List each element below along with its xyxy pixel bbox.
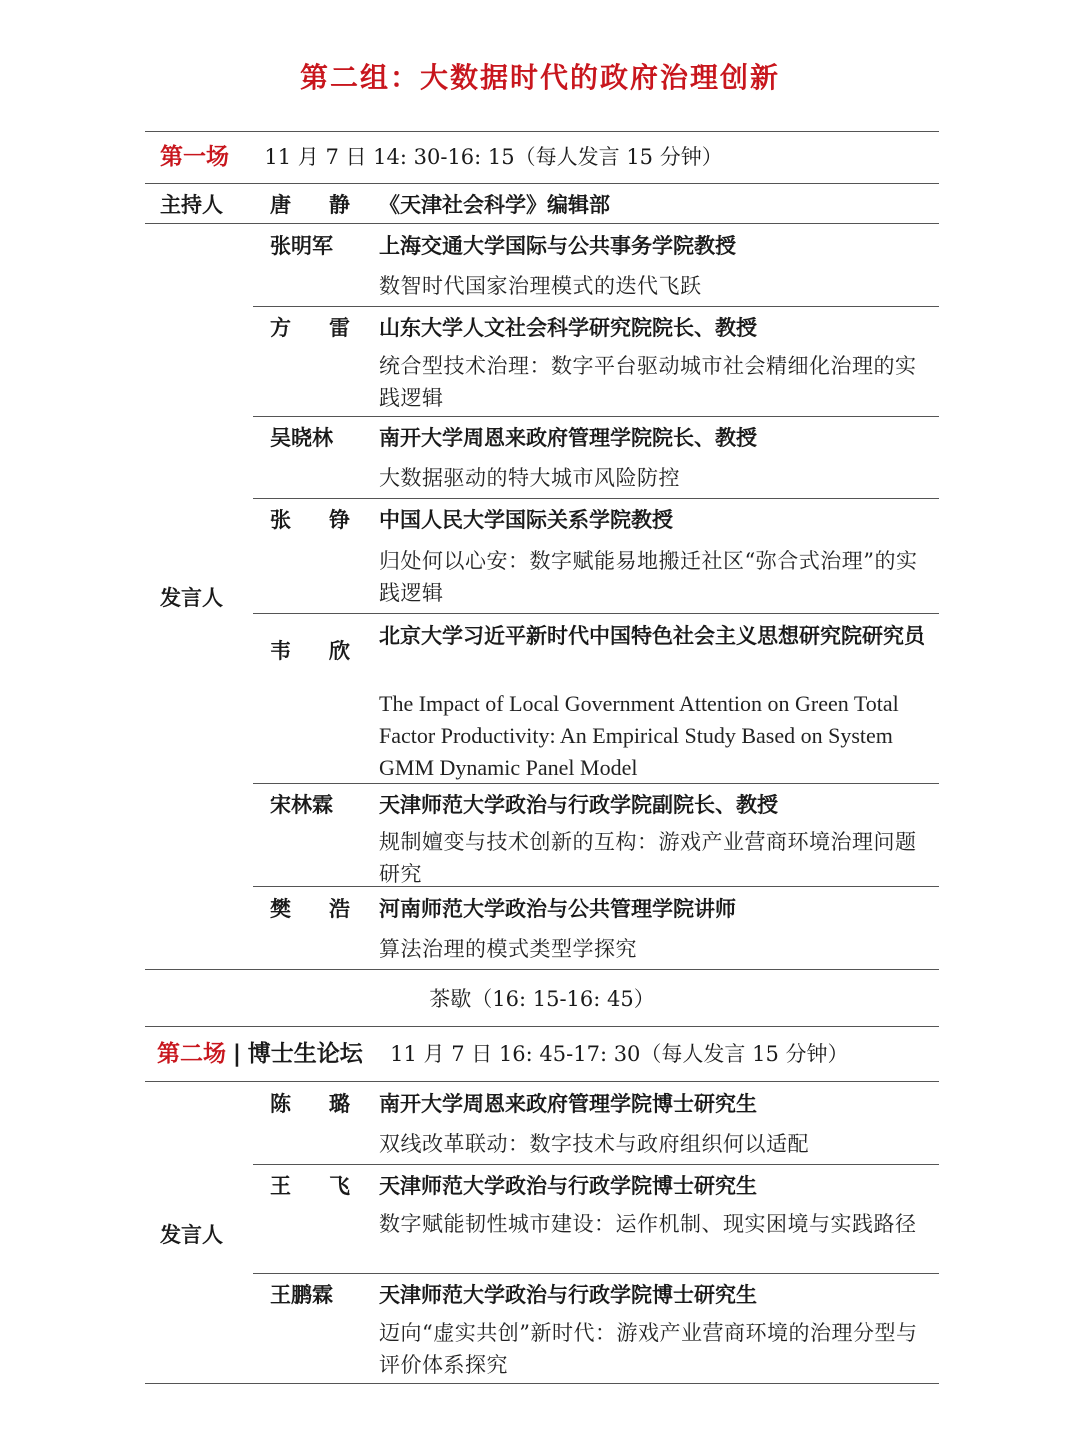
- divider: [253, 613, 939, 614]
- host-role-label: 主持人: [160, 192, 223, 217]
- speaker-affiliation: 南开大学周恩来政府管理学院院长、教授: [379, 425, 757, 450]
- divider: [253, 783, 939, 784]
- session1-time: 11 月 7 日 14: 30-16: 15（每人发言 15 分钟）: [264, 145, 723, 169]
- speaker-name: 吴晓林: [270, 425, 333, 450]
- speaker-topic: 迈向“虚实共创”新时代：游戏产业营商环境的治理分型与评价体系探究: [379, 1321, 918, 1377]
- speaker-name: 陈 璐: [270, 1091, 350, 1116]
- session2-time: 11 月 7 日 16: 45-17: 30（每人发言 15 分钟）: [390, 1042, 849, 1066]
- host-affiliation: 《天津社会科学》编辑部: [379, 192, 610, 217]
- divider: [253, 498, 939, 499]
- divider: [145, 183, 939, 184]
- table-bottom-rule: [145, 1383, 939, 1384]
- speaker-affiliation: 上海交通大学国际与公共事务学院教授: [379, 233, 736, 258]
- speaker-affiliation: 北京大学习近平新时代中国特色社会主义思想研究院研究员: [379, 623, 925, 648]
- speaker-affiliation: 河南师范大学政治与公共管理学院讲师: [379, 896, 736, 921]
- speaker-topic: 归处何以心安：数字赋能易地搬迁社区“弥合式治理”的实践逻辑: [379, 549, 918, 605]
- speaker-name: 王 飞: [270, 1173, 350, 1198]
- divider: [253, 416, 939, 417]
- speaker-name: 方 雷: [270, 315, 350, 340]
- speaker-affiliation: 天津师范大学政治与行政学院副院长、教授: [379, 792, 778, 817]
- session1-header: [160, 144, 723, 170]
- speaker-name: 宋林霖: [270, 792, 333, 817]
- speaker-name: 张明军: [270, 233, 333, 258]
- speaker-name: 张 铮: [270, 507, 350, 532]
- divider: [145, 1026, 939, 1027]
- speaker-topic: 大数据驱动的特大城市风险防控: [379, 466, 680, 490]
- speaker-topic: The Impact of Local Government Attention on Green Total Factor Productivity: An Empirical Study Based on System GMM Dynamic Panel Model: [379, 691, 899, 780]
- tea-break: 茶歇（16: 15-16: 45）: [429, 987, 655, 1011]
- speaker-topic: 双线改革联动：数字技术与政府组织何以适配: [379, 1132, 809, 1156]
- session2-speaker-role-label: 发言人: [160, 1222, 223, 1247]
- divider: [253, 1164, 939, 1165]
- divider: [145, 969, 939, 970]
- speaker-topic: 数字赋能韧性城市建设：运作机制、现实困境与实践路径: [379, 1212, 917, 1236]
- speaker-affiliation: 天津师范大学政治与行政学院博士研究生: [379, 1282, 757, 1307]
- session2-header: [157, 1041, 849, 1067]
- session1-speaker-role-label: 发言人: [160, 585, 223, 610]
- session2-sublabel: 博士生论坛: [247, 1041, 363, 1067]
- session1-label: 第一场: [160, 144, 229, 170]
- speaker-name: 韦 欣: [270, 638, 350, 663]
- page-title: 第二组：大数据时代的政府治理创新: [299, 61, 780, 94]
- speaker-affiliation: 南开大学周恩来政府管理学院博士研究生: [379, 1091, 757, 1116]
- speaker-topic: 规制嬗变与技术创新的互构：游戏产业营商环境治理问题研究: [379, 830, 917, 886]
- speaker-affiliation: 天津师范大学政治与行政学院博士研究生: [379, 1173, 757, 1198]
- speaker-name: 王鹏霖: [270, 1282, 333, 1307]
- divider: [253, 886, 939, 887]
- speaker-affiliation: 中国人民大学国际关系学院教授: [379, 507, 673, 532]
- host-name: 唐 静: [270, 192, 350, 217]
- table-top-rule: [145, 131, 939, 132]
- speaker-name: 樊 浩: [270, 896, 350, 921]
- speaker-affiliation: 山东大学人文社会科学研究院院长、教授: [379, 315, 757, 340]
- speaker-topic: 算法治理的模式类型学探究: [379, 937, 637, 961]
- divider: [253, 306, 939, 307]
- session2-separator: |: [232, 1041, 242, 1067]
- divider: [145, 223, 939, 224]
- session2-label: 第二场: [157, 1041, 226, 1067]
- speaker-topic: 统合型技术治理：数字平台驱动城市社会精细化治理的实践逻辑: [379, 354, 917, 410]
- divider: [253, 1273, 939, 1274]
- speaker-topic: 数智时代国家治理模式的迭代飞跃: [379, 274, 702, 298]
- divider: [145, 1081, 939, 1082]
